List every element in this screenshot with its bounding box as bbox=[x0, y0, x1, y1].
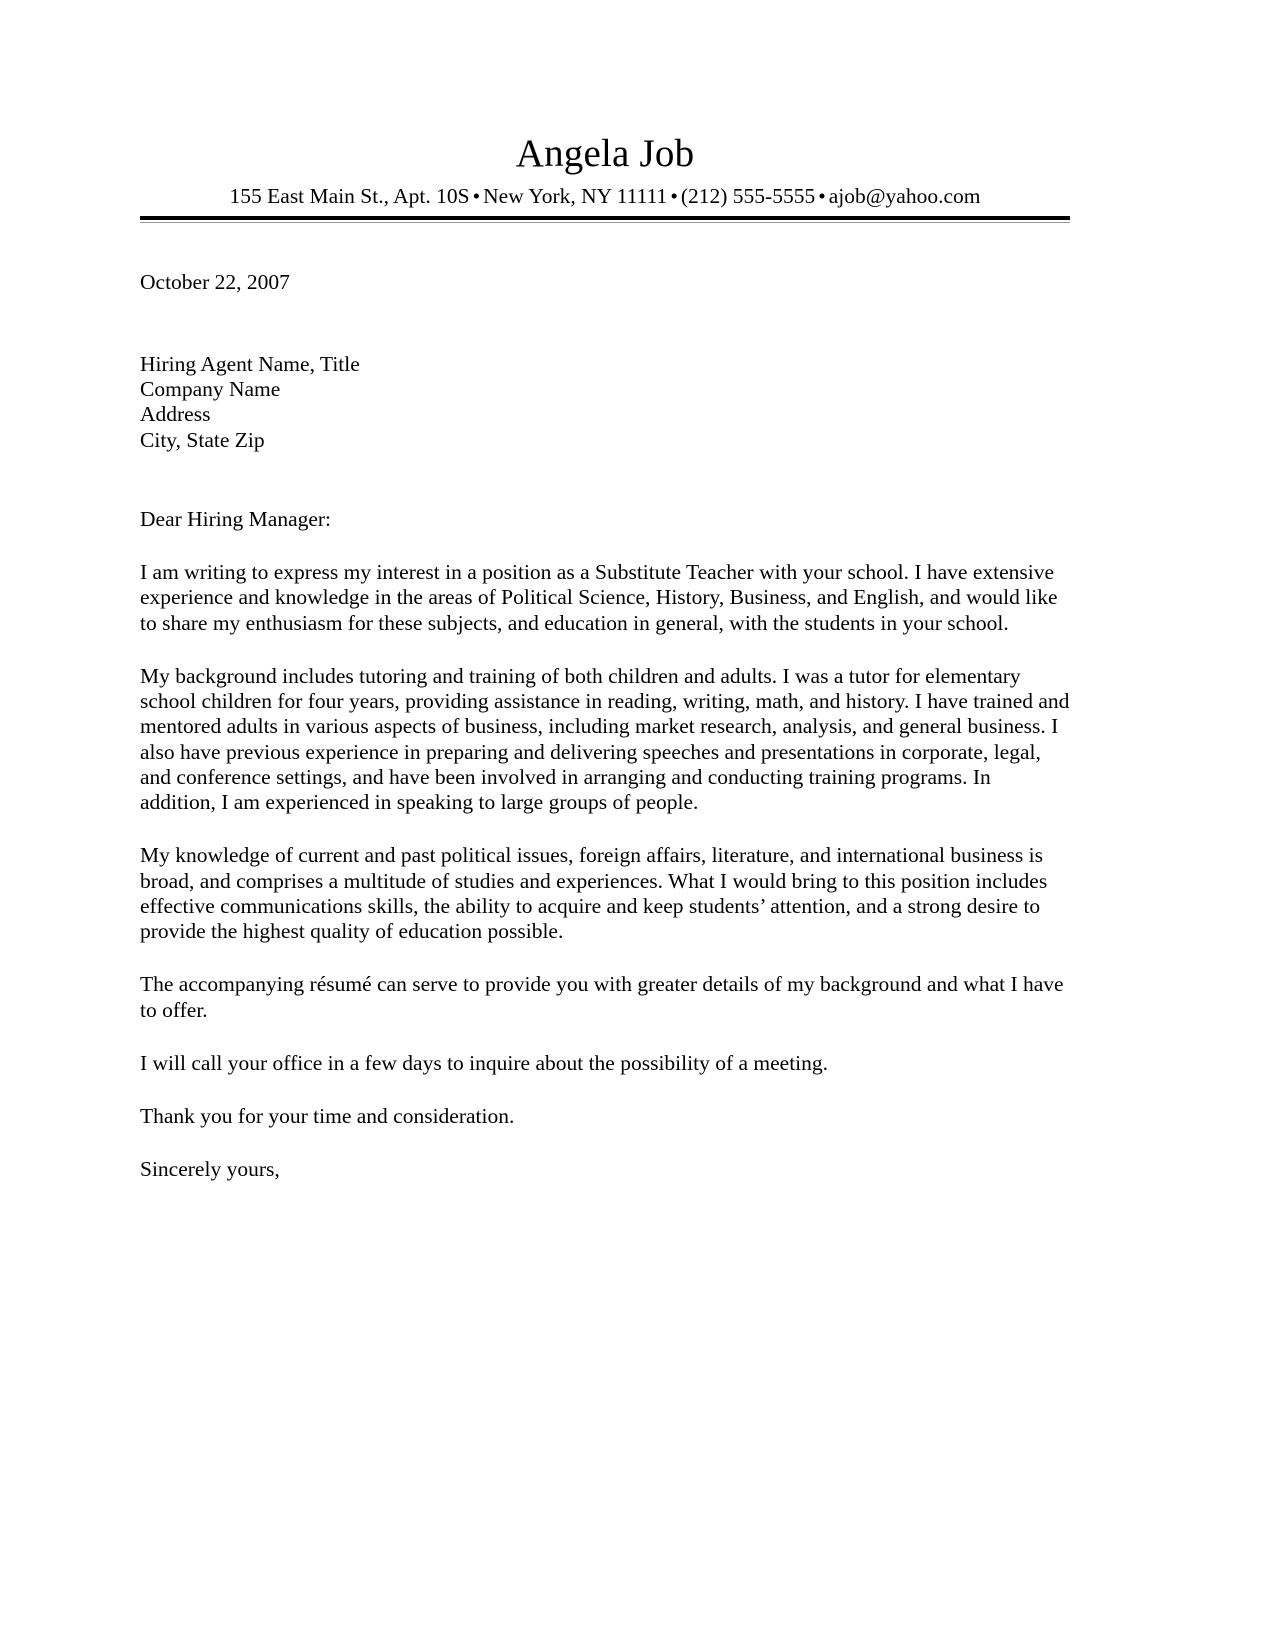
bullet-separator-icon: • bbox=[670, 183, 678, 208]
recipient-company: Company Name bbox=[140, 377, 281, 402]
letter-body bbox=[140, 270, 1070, 1183]
body-paragraph-5: I will call your office in a few days to inquire about the possibility of a meeting. bbox=[140, 1050, 829, 1075]
letter-date: October 22, 2007 bbox=[140, 269, 290, 294]
sender-contact-line bbox=[140, 183, 1070, 210]
recipient-city-state-zip: City, State Zip bbox=[140, 427, 265, 452]
salutation: Dear Hiring Manager: bbox=[140, 506, 332, 531]
body-paragraph-2: My background includes tutoring and training of both children and adults. I was a tutor for elementary school children for four years, providing assistance in reading, writing, math, and history. I have trained and mentored adults in various aspects of business, including market research, analysis, and general business. I also have previous experience in preparing and delivering speeches and presentations in corporate, legal, and conference settings, and have been involved in arranging and conducting training programs. In addition, I am experienced in speaking to large groups of people. bbox=[140, 663, 1070, 815]
body-paragraph-1: I am writing to express my interest in a position as a Substitute Teacher with your school. I have extensive experience and knowledge in the areas of Political Science, History, Business, and English, and would like to share my enthusiasm for these subjects, and education in general, with the students in your school. bbox=[140, 560, 1058, 635]
recipient-address: Address bbox=[140, 402, 211, 427]
letterhead-divider bbox=[140, 216, 1070, 223]
bullet-separator-icon: • bbox=[472, 183, 481, 208]
recipient-name-title: Hiring Agent Name, Title bbox=[140, 351, 360, 376]
bullet-separator-icon: • bbox=[818, 183, 826, 208]
sender-name: Angela Job bbox=[515, 132, 695, 175]
closing-line: Sincerely yours, bbox=[140, 1157, 280, 1182]
body-paragraph-4: The accompanying résumé can serve to provide you with greater details of my background and what I have to offer. bbox=[140, 972, 1064, 1022]
letterhead bbox=[140, 0, 1070, 223]
recipient-address-block bbox=[140, 352, 1070, 453]
sender-email: ajob@yahoo.com bbox=[828, 183, 981, 208]
sender-phone: (212) 555-5555 bbox=[680, 183, 816, 208]
body-paragraph-6: Thank you for your time and consideration. bbox=[140, 1104, 515, 1129]
sender-street: 155 East Main St., Apt. 10S bbox=[229, 183, 470, 208]
body-paragraph-3: My knowledge of current and past political issues, foreign affairs, literature, and international business is broad, and comprises a multitude of studies and experiences. What I would bring to this position includes effective communications skills, the ability to acquire and keep students’ attention, and a strong desire to provide the highest quality of education possible. bbox=[140, 843, 1048, 944]
sender-city-state-zip: New York, NY 11111 bbox=[483, 183, 668, 208]
letter-content bbox=[140, 0, 1070, 1183]
